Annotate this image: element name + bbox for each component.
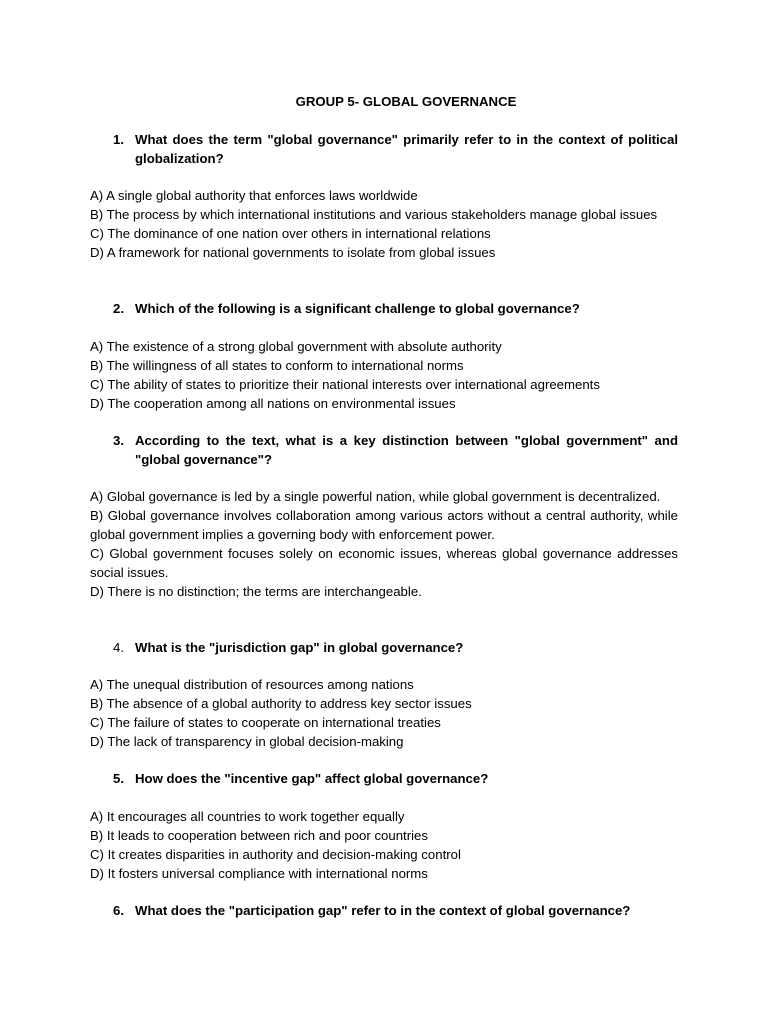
- option-c: C) The failure of states to cooperate on international treaties: [90, 715, 441, 730]
- question-text: What does the "participation gap" refer to in the context of global governance?: [135, 903, 631, 918]
- question-text: What is the "jurisdiction gap" in global governance?: [135, 640, 464, 655]
- options-1: [90, 186, 678, 262]
- document-title: GROUP 5- GLOBAL GOVERNANCE: [295, 94, 517, 109]
- question-number: 5.: [113, 771, 124, 786]
- question-text: How does the "incentive gap" affect global governance?: [135, 771, 489, 786]
- option-a: A) A single global authority that enforces laws worldwide: [90, 188, 418, 203]
- option-b: B) It leads to cooperation between rich and poor countries: [90, 828, 428, 843]
- question-text: What does the term "global governance" primarily refer to in the context of political globalization?: [135, 132, 678, 166]
- option-a: A) It encourages all countries to work together equally: [90, 809, 405, 824]
- option-a: A) Global governance is led by a single powerful nation, while global government is decentralized.: [90, 489, 661, 504]
- option-a: A) The existence of a strong global government with absolute authority: [90, 339, 502, 354]
- option-c: C) The dominance of one nation over others in international relations: [90, 226, 491, 241]
- options-4: [90, 675, 678, 751]
- question-2: [113, 299, 678, 318]
- option-b: B) The willingness of all states to conform to international norms: [90, 358, 464, 373]
- question-6: [113, 901, 678, 920]
- question-4: [113, 638, 678, 657]
- option-b: B) The absence of a global authority to address key sector issues: [90, 696, 472, 711]
- question-5: [113, 769, 678, 788]
- option-c: C) Global government focuses solely on economic issues, whereas global governance addresses social issues.: [90, 546, 678, 580]
- option-d: D) It fosters universal compliance with international norms: [90, 866, 428, 881]
- options-3: [90, 487, 678, 601]
- question-3: [113, 431, 678, 469]
- option-c: C) It creates disparities in authority and decision-making control: [90, 847, 461, 862]
- option-d: D) The cooperation among all nations on environmental issues: [90, 396, 456, 411]
- question-text: Which of the following is a significant challenge to global governance?: [135, 301, 580, 316]
- option-d: D) There is no distinction; the terms are interchangeable.: [90, 584, 422, 599]
- option-c: C) The ability of states to prioritize their national interests over international agreements: [90, 377, 600, 392]
- question-number: 6.: [113, 903, 124, 918]
- question-number: 4.: [113, 640, 124, 655]
- question-number: 2.: [113, 301, 124, 316]
- question-number: 1.: [113, 132, 124, 147]
- question-text: According to the text, what is a key distinction between "global government" and "global governance"?: [135, 433, 678, 467]
- option-a: A) The unequal distribution of resources among nations: [90, 677, 414, 692]
- option-b: B) Global governance involves collaboration among various actors without a central authority, while global government implies a governing body with enforcement power.: [90, 508, 678, 542]
- options-5: [90, 807, 678, 883]
- option-b: B) The process by which international institutions and various stakeholders manage global issues: [90, 207, 658, 222]
- options-2: [90, 337, 678, 413]
- option-d: D) A framework for national governments to isolate from global issues: [90, 245, 496, 260]
- question-number: 3.: [113, 433, 124, 448]
- question-1: [113, 130, 678, 168]
- option-d: D) The lack of transparency in global decision-making: [90, 734, 404, 749]
